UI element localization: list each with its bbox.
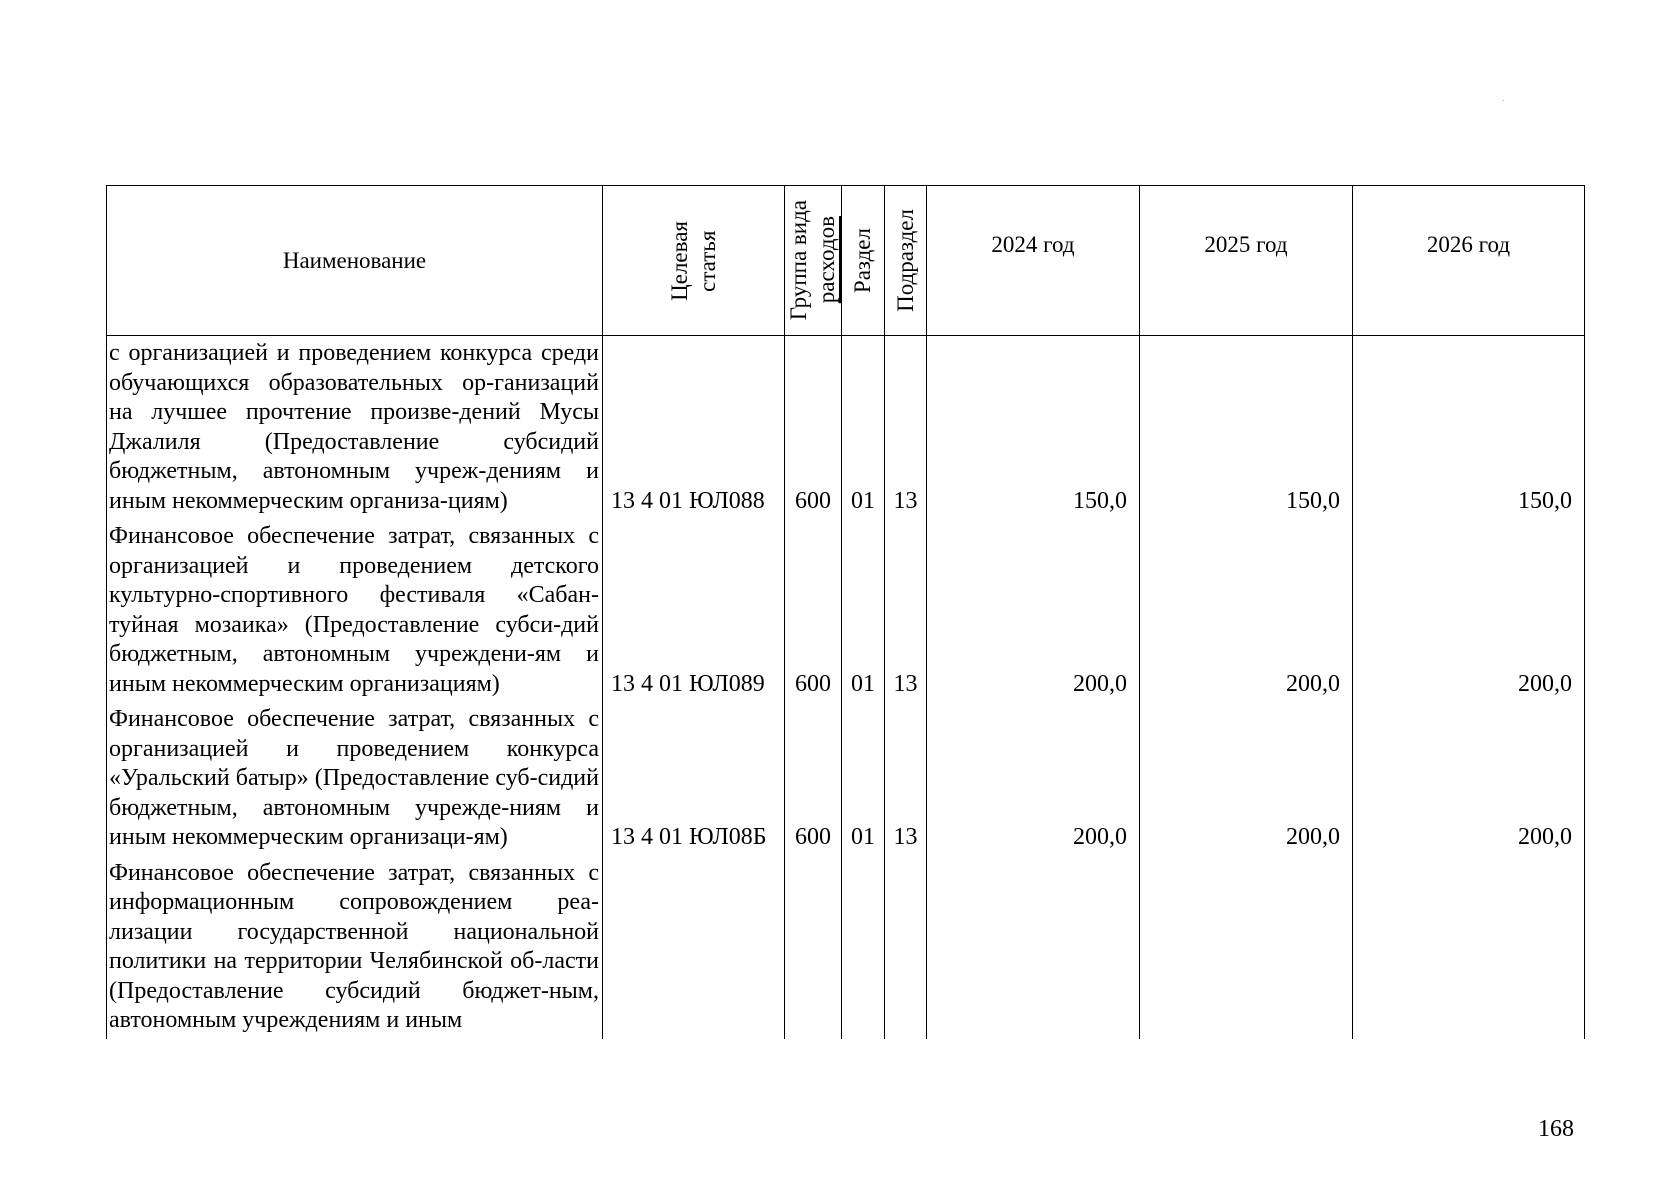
row-amount-2024: 200,0 xyxy=(927,519,1140,702)
row-target-article: 13 4 01 ЮЛ089 xyxy=(603,519,785,702)
table-header-row xyxy=(107,186,1585,336)
row-name: Финансовое обеспечение затрат, связанных с информационным сопровождением реа-лизации государственной национальной политики на территории Челябинской об-ласти (Предоставление субсидий бюджет-ным, автономным учреждениям и иным xyxy=(107,856,603,1039)
row-expense-group: 600 xyxy=(785,702,842,856)
header-year-2026-label: 2026 год xyxy=(1426,232,1511,257)
row-subsection: 13 xyxy=(885,519,927,702)
row-section: 01 xyxy=(842,702,885,856)
table-row xyxy=(107,702,1585,856)
row-name: Финансовое обеспечение затрат, связанных с организацией и проведением детского культурно-спортивного фестиваля «Сабан-туйная мозаика» (Предоставление субси-дий бюджетным, автономным учреждени-ям и иным некоммерческим организациям) xyxy=(107,519,603,702)
header-year-2024 xyxy=(927,186,1140,336)
row-section xyxy=(842,856,885,1039)
header-name xyxy=(107,186,603,336)
table-row xyxy=(107,856,1585,1039)
scan-dot xyxy=(1502,100,1504,101)
header-subsection xyxy=(885,186,927,336)
row-target-article: 13 4 01 ЮЛ088 xyxy=(603,336,785,520)
header-expense-group-label: Группа вида расходов xyxy=(786,200,839,321)
header-subsection-label: Подраздел xyxy=(892,209,918,312)
header-year-2026 xyxy=(1353,186,1585,336)
row-target-article: 13 4 01 ЮЛ08Б xyxy=(603,702,785,856)
header-section-label: Раздел xyxy=(850,227,875,294)
page-number: 168 xyxy=(1538,1116,1574,1142)
row-subsection: 13 xyxy=(885,336,927,520)
row-amount-2025: 150,0 xyxy=(1140,336,1353,520)
row-name: с организацией и проведением конкурса среди обучающихся образовательных ор-ганизаций на лучшее прочтение произве-дений Мусы Джалиля (Предоставление субсидий бюджетным, автономным учреж-дениям и иным некоммерческим организа-циям) xyxy=(107,336,603,520)
row-section: 01 xyxy=(842,519,885,702)
row-amount-2025: 200,0 xyxy=(1140,702,1353,856)
row-amount-2025: 200,0 xyxy=(1140,519,1353,702)
row-amount-2024 xyxy=(927,856,1140,1039)
row-subsection: 13 xyxy=(885,702,927,856)
row-amount-2025 xyxy=(1140,856,1353,1039)
header-section xyxy=(842,186,885,336)
row-expense-group xyxy=(785,856,842,1039)
row-amount-2026: 200,0 xyxy=(1353,702,1585,856)
header-expense-group xyxy=(785,186,842,336)
budget-table xyxy=(106,185,1585,1039)
row-expense-group: 600 xyxy=(785,519,842,702)
header-target-article xyxy=(603,186,785,336)
header-year-2025 xyxy=(1140,186,1353,336)
row-section: 01 xyxy=(842,336,885,520)
row-amount-2024: 200,0 xyxy=(927,702,1140,856)
header-year-2025-label: 2025 год xyxy=(1204,232,1288,257)
header-name-label: Наименование xyxy=(282,247,427,273)
row-amount-2026 xyxy=(1353,856,1585,1039)
row-expense-group: 600 xyxy=(785,336,842,520)
table-row xyxy=(107,519,1585,702)
row-target-article xyxy=(603,856,785,1039)
row-subsection xyxy=(885,856,927,1039)
header-target-article-label: Целевая статья xyxy=(666,220,720,301)
row-name: Финансовое обеспечение затрат, связанных с организацией и проведением конкурса «Уральский батыр» (Предоставление суб-сидий бюджетным, автономным учрежде-ниям и иным некоммерческим организаци-ям) xyxy=(107,702,603,856)
table-row xyxy=(107,336,1585,520)
row-amount-2026: 200,0 xyxy=(1353,519,1585,702)
row-amount-2026: 150,0 xyxy=(1353,336,1585,520)
header-year-2024-label: 2024 год xyxy=(991,232,1075,257)
row-amount-2024: 150,0 xyxy=(927,336,1140,520)
